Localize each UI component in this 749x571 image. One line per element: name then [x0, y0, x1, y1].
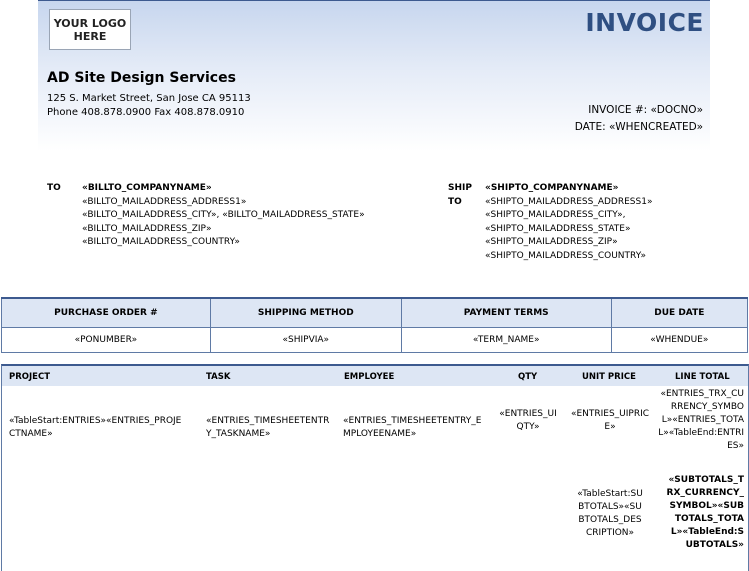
invoice-title: INVOICE — [585, 8, 704, 37]
logo-text-line2: HERE — [73, 29, 107, 43]
due-date-value: «WHENDUE» — [611, 328, 747, 353]
entry-project: «TableStart:ENTRIES»«ENTRIES_PROJECTNAME» — [9, 416, 182, 439]
invoice-number-label: INVOICE #: — [588, 104, 648, 116]
invoice-number-row — [575, 102, 703, 119]
shipping-method-value: «SHIPVIA» — [210, 328, 401, 353]
col-header-task: TASK — [206, 372, 231, 382]
col-header-qty: QTY — [518, 372, 538, 382]
entry-task: «ENTRIES_TIMESHEETENTRY_TASKNAME» — [206, 416, 330, 439]
bill-to-line: «BILLTO_MAILADDRESS_CITY», «BILLTO_MAILADDRESS_STATE» — [82, 210, 365, 220]
ship-to-line: «SHIPTO_MAILADDRESS_COUNTRY» — [485, 250, 647, 261]
col-header-payment-terms: PAYMENT TERMS — [401, 298, 611, 328]
col-header-shipping-method: SHIPPING METHOD — [210, 298, 401, 328]
purchase-order-value: «PONUMBER» — [2, 328, 211, 353]
bill-to-line: «BILLTO_MAILADDRESS_ADDRESS1» — [82, 196, 247, 207]
ship-to-line: «SHIPTO_COMPANYNAME» — [485, 183, 619, 193]
invoice-date-row — [575, 119, 703, 136]
entry-employee: «ENTRIES_TIMESHEETENTRY_EMPLOYEENAME» — [343, 416, 482, 439]
ship-to-label — [448, 182, 472, 209]
col-header-due-date: DUE DATE — [611, 298, 747, 328]
logo-text-line1: YOUR LOGO — [53, 16, 127, 30]
terms-value-row — [2, 328, 748, 353]
ship-to-label-line1: SHIP — [448, 183, 472, 193]
entry-unit-price: «ENTRIES_UIPRICE» — [570, 409, 650, 432]
terms-table — [1, 297, 748, 353]
ship-to-address — [485, 182, 652, 263]
company-street: 125 S. Market Street, San Jose CA 95113 — [47, 93, 251, 104]
invoice-date-label: DATE: — [574, 121, 606, 133]
invoice-date-value: «WHENCREATED» — [608, 121, 703, 133]
logo-placeholder — [49, 9, 131, 50]
col-header-unit-price: UNIT PRICE — [582, 372, 636, 382]
ship-to-line: «SHIPTO_MAILADDRESS_CITY», — [485, 210, 626, 220]
entry-qty: «ENTRIES_UIQTY» — [499, 409, 557, 432]
subtotal-total: «SUBTOTALS_TRX_CURRENCY_SYMBOL»«SUBTOTALS_TOTAL»«TableEnd:SUBTOTALS» — [666, 475, 744, 550]
col-header-line-total: LINE TOTAL — [675, 372, 730, 382]
bill-to-line: «BILLTO_MAILADDRESS_COUNTRY» — [82, 237, 240, 247]
invoice-number-value: «DOCNO» — [650, 104, 703, 116]
ship-to-line: «SHIPTO_MAILADDRESS_ADDRESS1» — [485, 196, 653, 207]
ship-to-line: «SHIPTO_MAILADDRESS_STATE» — [485, 223, 631, 234]
bill-to-line: «BILLTO_MAILADDRESS_ZIP» — [82, 223, 212, 234]
ship-to-label-line2: TO — [448, 196, 462, 207]
col-header-purchase-order: PURCHASE ORDER # — [2, 298, 211, 328]
company-name: AD Site Design Services — [47, 70, 236, 86]
subtotal-description: «TableStart:SUBTOTALS»«SUBTOTALS_DESCRIPTION» — [577, 489, 643, 538]
entry-line-total: «ENTRIES_TRX_CURRENCY_SYMBOL»«ENTRIES_TOTAL»«TableEnd:ENTRIES» — [658, 389, 744, 451]
payment-terms-value: «TERM_NAME» — [401, 328, 611, 353]
company-phone: Phone 408.878.0900 Fax 408.878.0910 — [47, 107, 245, 118]
bill-to-label: TO — [47, 183, 61, 193]
invoice-meta — [575, 102, 703, 136]
line-items-table — [1, 364, 749, 571]
ship-to-line: «SHIPTO_MAILADDRESS_ZIP» — [485, 237, 618, 247]
bill-to-address — [82, 182, 365, 250]
bill-to-line: «BILLTO_COMPANYNAME» — [82, 183, 212, 193]
company-address — [47, 92, 251, 120]
col-header-project: PROJECT — [9, 372, 51, 382]
line-items-header-row — [2, 366, 748, 386]
terms-header-row — [2, 298, 748, 328]
col-header-employee: EMPLOYEE — [344, 372, 395, 382]
